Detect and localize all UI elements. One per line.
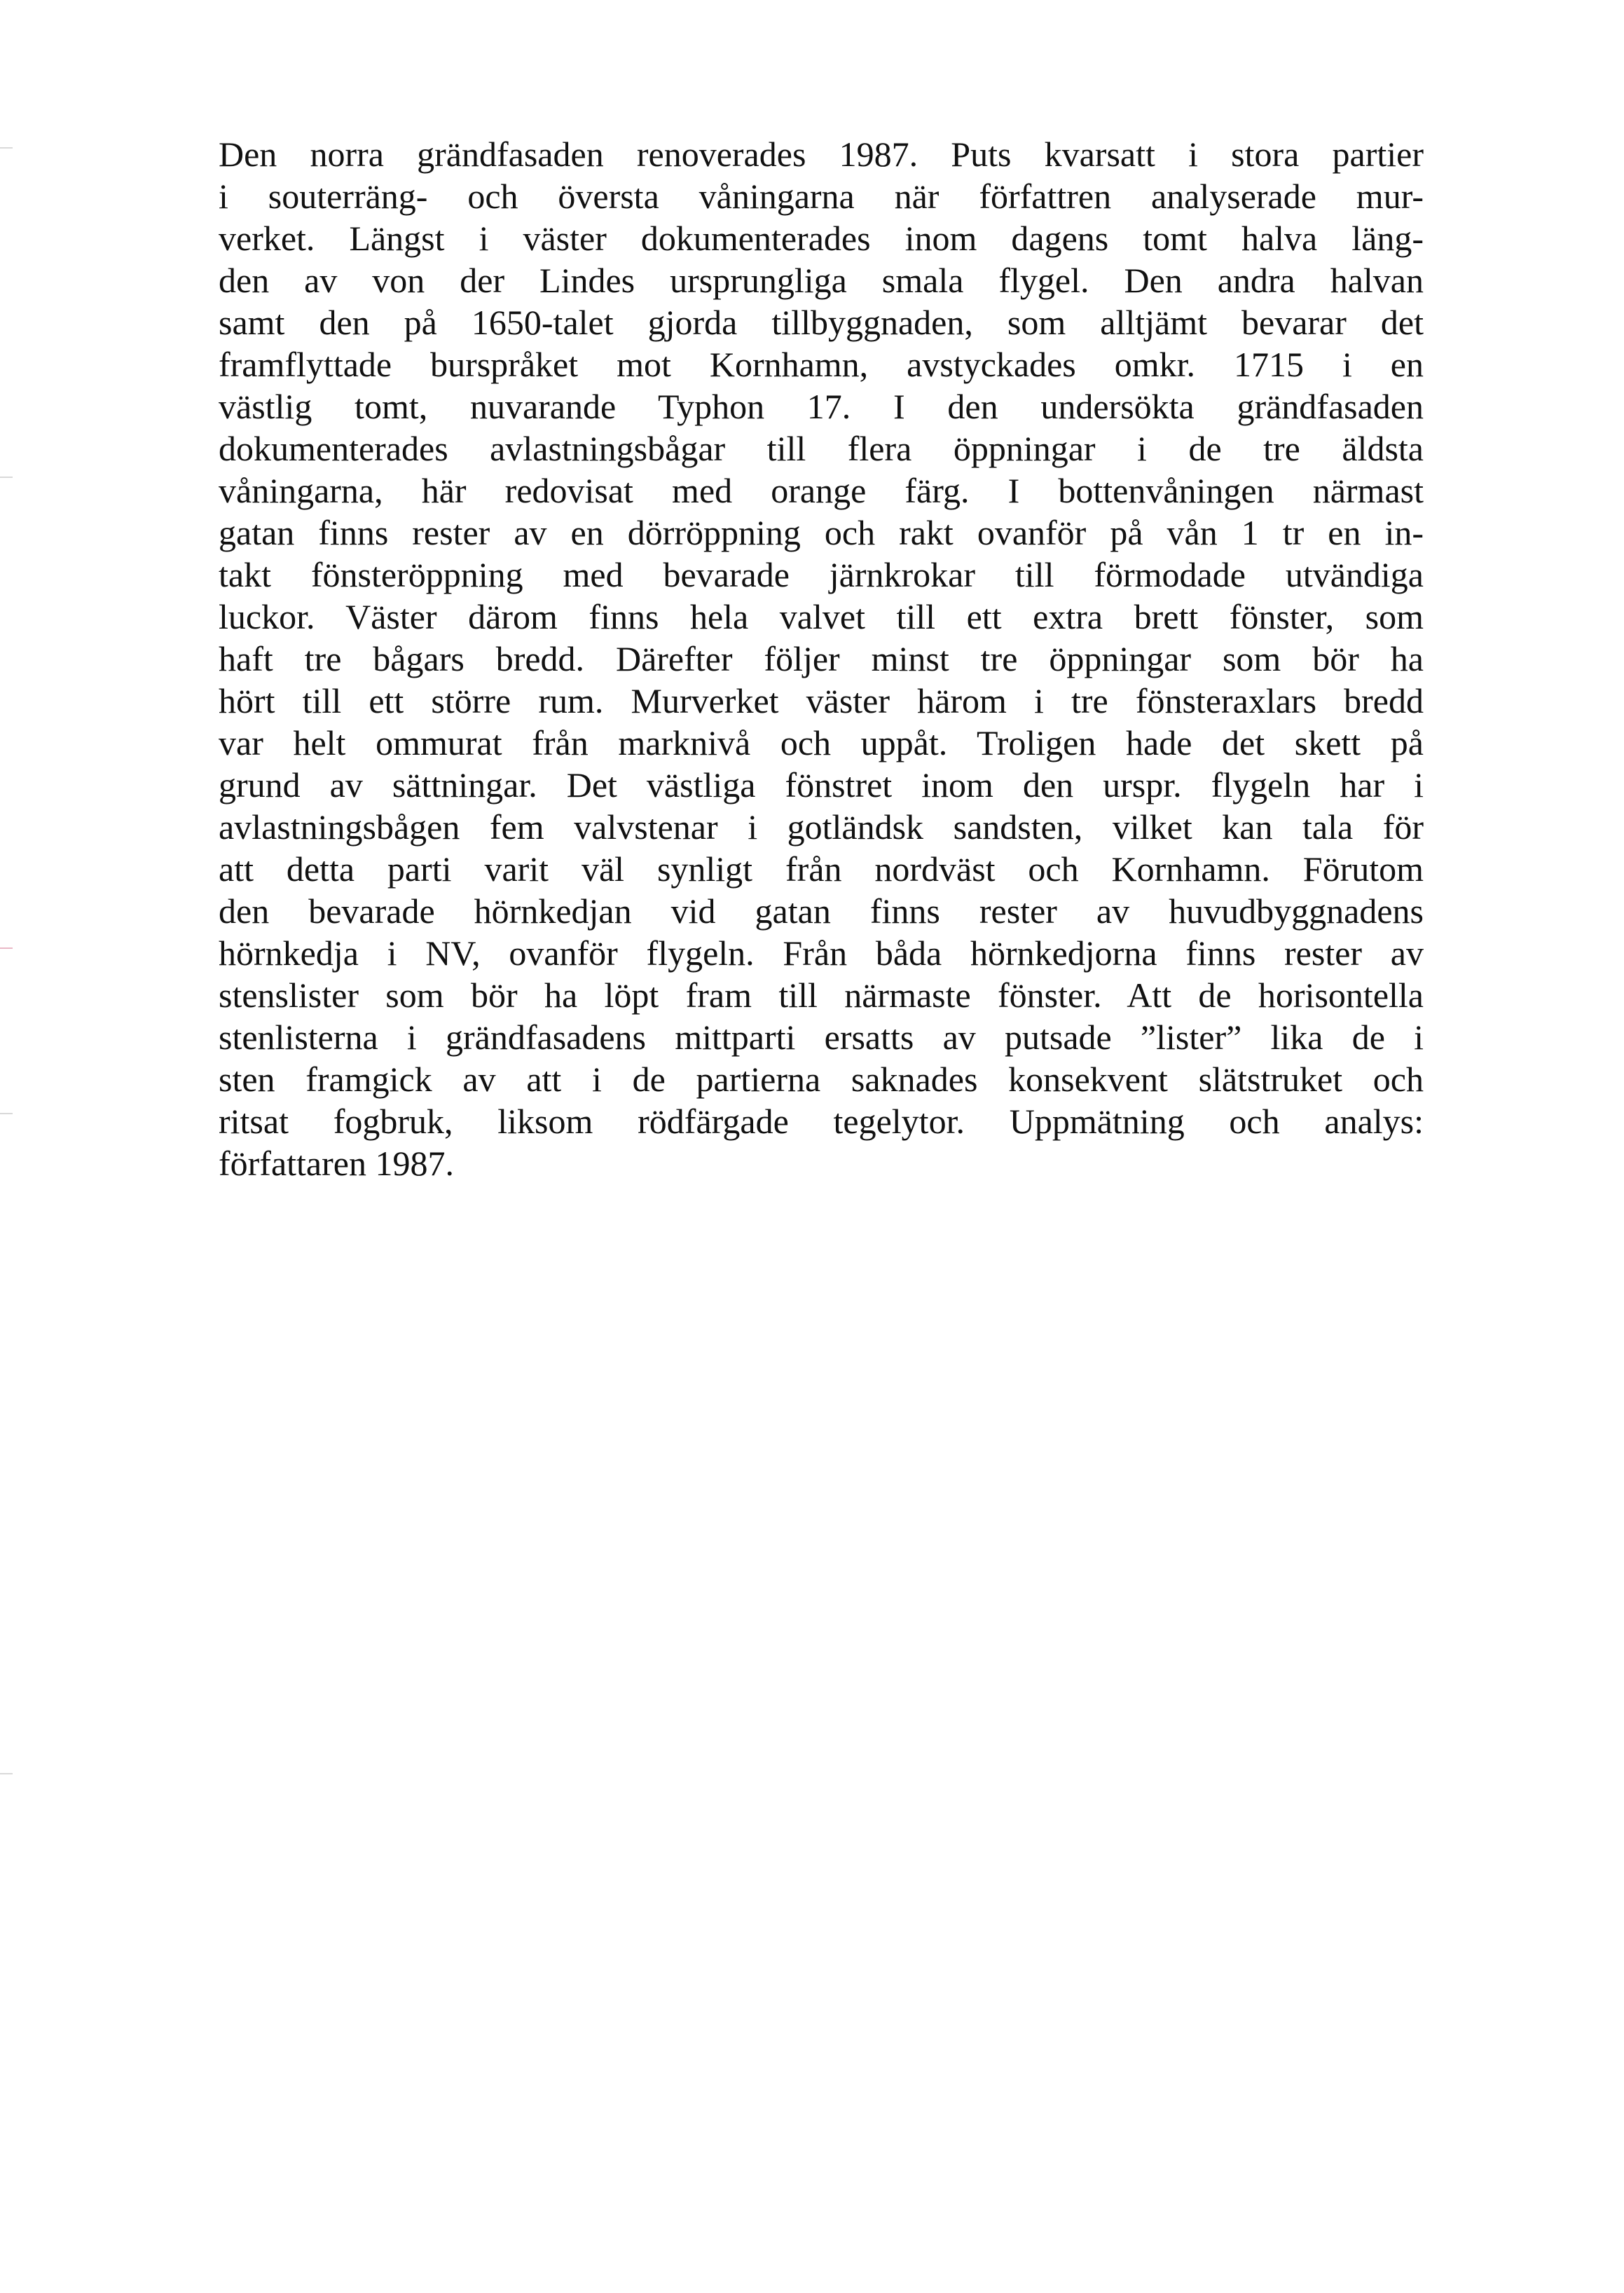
text-line: haft tre bågars bredd. Därefter följer minst tre öppningar som bör ha — [219, 639, 1424, 678]
text-line: verket. Längst i väster dokumenterades inom dagens tomt halva läng- — [219, 219, 1424, 258]
text-line: var helt ommurat från marknivå och uppåt. Troligen hade det skett på — [219, 723, 1424, 762]
text-line: stenlisterna i grändfasadens mittparti ersatts av putsade ”lister” lika de i — [219, 1018, 1424, 1057]
text-line: författaren 1987. — [219, 1144, 454, 1183]
text-line: att detta parti varit väl synligt från nordväst och Kornhamn. Förutom — [219, 849, 1424, 889]
text-line: hört till ett större rum. Murverket väster härom i tre fönsteraxlars bredd — [219, 681, 1424, 720]
text-line: Den norra grändfasaden renoverades 1987. Puts kvarsatt i stora partier — [219, 135, 1424, 174]
margin-mark — [0, 1773, 13, 1774]
text-line: i souterräng- och översta våningarna när författren analyserade mur- — [219, 177, 1424, 216]
text-line: dokumenterades avlastningsbågar till flera öppningar i de tre äldsta — [219, 429, 1424, 468]
text-line: den av von der Lindes ursprungliga smala flygel. Den andra halvan — [219, 261, 1424, 300]
text-line: gatan finns rester av en dörröppning och rakt ovanför på vån 1 tr en in- — [219, 513, 1424, 552]
text-line: grund av sättningar. Det västliga fönstret inom den urspr. flygeln har i — [219, 765, 1424, 805]
text-line: den bevarade hörnkedjan vid gatan finns rester av huvudbyggnadens — [219, 891, 1424, 931]
margin-mark — [0, 477, 13, 478]
margin-mark — [0, 947, 13, 949]
text-line: samt den på 1650-talet gjorda tillbyggnaden, som alltjämt bevarar det — [219, 303, 1424, 342]
text-line: sten framgick av att i de partierna saknades konsekvent slätstruket och — [219, 1060, 1424, 1099]
text-line: takt fönsteröppning med bevarade järnkrokar till förmodade utvändiga — [219, 555, 1424, 594]
text-line: luckor. Väster därom finns hela valvet till ett extra brett fönster, som — [219, 597, 1424, 636]
text-line: framflyttade burspråket mot Kornhamn, avstyckades omkr. 1715 i en — [219, 345, 1424, 384]
text-line: avlastningsbågen fem valvstenar i gotländsk sandsten, vilket kan tala för — [219, 807, 1424, 847]
text-line: västlig tomt, nuvarande Typhon 17. I den undersökta grändfasaden — [219, 387, 1424, 426]
text-line: ritsat fogbruk, liksom rödfärgade tegelytor. Uppmätning och analys: — [219, 1102, 1424, 1141]
text-line: stenslister som bör ha löpt fram till närmaste fönster. Att de horisontella — [219, 976, 1424, 1015]
margin-mark — [0, 1113, 13, 1114]
text-line: våningarna, här redovisat med orange färg. I bottenvåningen närmast — [219, 471, 1424, 510]
body-paragraph — [219, 133, 1424, 1184]
text-line: hörnkedja i NV, ovanför flygeln. Från båda hörnkedjorna finns rester av — [219, 933, 1424, 973]
margin-mark — [0, 147, 13, 149]
